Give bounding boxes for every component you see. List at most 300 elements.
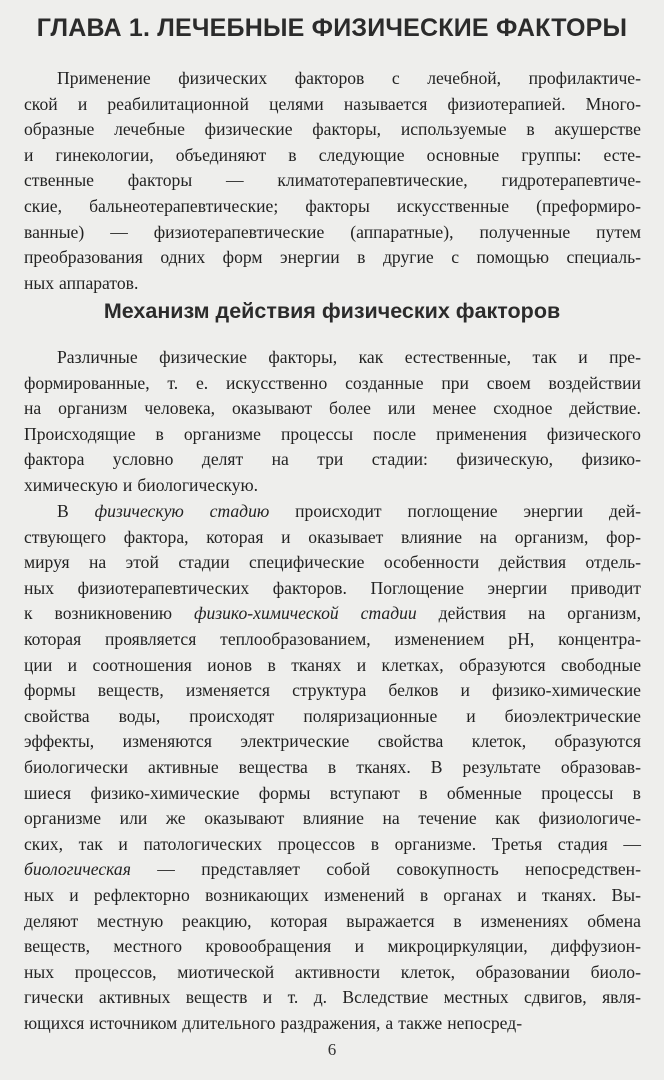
word: в (526, 119, 535, 140)
word: также (398, 1012, 443, 1033)
word: так (78, 833, 103, 854)
word: клеток, (471, 731, 527, 752)
text-line (24, 601, 641, 627)
word: биологическая (24, 859, 131, 880)
text-line (24, 1011, 641, 1037)
word: — (157, 859, 175, 880)
word: а (385, 1012, 394, 1033)
word: в (357, 247, 366, 268)
word: приводит (570, 577, 641, 598)
word: в (288, 144, 297, 165)
word: ственные (24, 170, 94, 191)
word: процессы (541, 782, 614, 803)
word: ных (24, 884, 55, 905)
word: Различные (57, 347, 138, 367)
word: на (479, 526, 497, 547)
word: своем (486, 372, 531, 393)
word: оказывает (308, 526, 384, 547)
word: белков (388, 680, 439, 701)
word: совокупность (396, 859, 499, 880)
word: или (119, 808, 148, 829)
text-line (24, 220, 641, 246)
word: электрические (240, 731, 350, 752)
text-line (24, 806, 641, 832)
word: Много- (585, 93, 641, 114)
word: фор- (606, 526, 641, 547)
word: которая (206, 526, 264, 547)
word: аппаратов. (59, 272, 139, 293)
text-line (24, 576, 641, 602)
word: источником (89, 1012, 178, 1033)
word: факторы, (312, 119, 382, 140)
word: и (354, 936, 365, 957)
word: и (460, 680, 470, 701)
word: более (329, 398, 371, 419)
word: процессов (277, 833, 356, 854)
word: выражается (346, 910, 435, 931)
paragraph-stages (24, 345, 641, 499)
text-line (24, 832, 641, 858)
word: представляет (201, 859, 300, 880)
text-line (24, 168, 641, 194)
word: и (466, 705, 476, 726)
word: ных (24, 577, 55, 598)
word: физических (178, 68, 268, 88)
word: организм, (514, 526, 589, 547)
word: действие. (569, 398, 641, 419)
word: д. (313, 987, 328, 1008)
word: и (517, 884, 527, 905)
word: так (532, 347, 557, 367)
word: местных (443, 987, 509, 1008)
word: клеток, (400, 961, 456, 982)
word: после (373, 423, 417, 444)
word: деляют (24, 910, 79, 931)
text-line (24, 704, 641, 730)
text-line (24, 781, 641, 807)
word: стадии (360, 603, 417, 624)
word: изменяются (122, 731, 212, 752)
word: ции (24, 654, 53, 675)
word: которая (270, 910, 328, 931)
word: кровообращения (205, 936, 332, 957)
word: структура (292, 680, 367, 701)
word: образовании (475, 961, 570, 982)
word: в (327, 756, 337, 777)
word: теплообразованием, (220, 628, 371, 649)
word: собой (326, 859, 371, 880)
word: местного (113, 936, 183, 957)
word: ванные) (24, 221, 85, 242)
word: искусственные (396, 195, 510, 216)
word: при (441, 372, 469, 393)
word: — (225, 170, 244, 191)
word: используемые (400, 119, 507, 140)
word: стадии: (371, 449, 428, 470)
word: ных (24, 961, 55, 982)
word: воздействии (548, 372, 641, 393)
word: ных (24, 272, 55, 293)
word: миотической (177, 961, 275, 982)
word: течение (418, 808, 477, 829)
word: путем (596, 221, 641, 242)
word: вступают (329, 782, 400, 803)
word: на (89, 552, 107, 573)
word: менее (432, 398, 477, 419)
text-line (24, 92, 641, 118)
word: вещества (238, 756, 308, 777)
word: поляризационные (303, 705, 438, 726)
word: формированные, (24, 372, 150, 393)
word: Происходящие (24, 423, 136, 444)
word: результате (462, 756, 541, 777)
word: действия (438, 603, 507, 624)
word: и (281, 526, 291, 547)
word: проявляется (104, 628, 197, 649)
word: действия (498, 552, 567, 573)
word: тканях. (356, 756, 411, 777)
word: факторов. (272, 577, 347, 598)
chapter-title: ГЛАВА 1. ЛЕЧЕБНЫЕ ФИЗИЧЕСКИЕ ФАКТОРЫ (36, 14, 628, 42)
word: концентра- (558, 628, 641, 649)
word: с (391, 68, 400, 88)
word: в (419, 782, 428, 803)
word: преобразования (24, 247, 143, 268)
word: Вы- (611, 884, 641, 905)
page-number: 6 (327, 1040, 337, 1059)
word: формы (258, 782, 311, 803)
word: помощью (476, 247, 550, 268)
word: образовав- (560, 756, 641, 777)
text-line (24, 194, 641, 220)
word: пре- (609, 347, 641, 367)
word: изменениях (480, 910, 569, 931)
text-line (24, 143, 641, 169)
word: шиеся (24, 782, 72, 803)
word: есте- (603, 144, 641, 165)
word: созданные (345, 372, 424, 393)
text-line (24, 934, 641, 960)
word: или (387, 398, 416, 419)
word: которая (24, 628, 82, 649)
word: и (69, 884, 79, 905)
word: патологических (143, 833, 263, 854)
word: и (356, 654, 367, 675)
word: гически (24, 987, 84, 1008)
word: поглощение (407, 501, 498, 521)
word: свойства (24, 705, 90, 726)
word: ских, (24, 833, 63, 854)
text-line (24, 755, 641, 781)
word: факторы (127, 170, 193, 191)
word: лечебные (114, 119, 185, 140)
word: в (267, 654, 276, 675)
word: стадии (178, 552, 230, 573)
word: энергии (280, 247, 340, 268)
text-line (24, 345, 641, 371)
word: бальнеотерапевтические; (89, 195, 279, 216)
word: и (578, 347, 588, 367)
word: происходят (189, 705, 275, 726)
word: полученные (479, 221, 571, 242)
word: гинекологии, (55, 144, 154, 165)
word: особенности (383, 552, 480, 573)
word: микроциркуляции, (387, 936, 528, 957)
word: непосредствен- (525, 859, 641, 880)
text-line (24, 883, 641, 909)
word: искусственно (226, 372, 328, 393)
text-line (24, 960, 641, 986)
word: и (118, 833, 128, 854)
word: физическую (94, 501, 184, 521)
word: возникающих (205, 884, 309, 905)
word: и (24, 144, 34, 165)
word: физико- (581, 449, 641, 470)
word: другие (382, 247, 434, 268)
word: лечебной, (427, 68, 502, 88)
text-line (24, 499, 641, 525)
word: в (419, 884, 429, 905)
word: обменные (446, 782, 522, 803)
word: биоэлектрические (504, 705, 641, 726)
word: органах (443, 884, 502, 905)
word: реакцию, (182, 910, 252, 931)
word: организме (183, 423, 261, 444)
word: (преформиро- (536, 195, 641, 216)
word: ской (24, 93, 58, 114)
text-line (24, 396, 641, 422)
word: непосред- (447, 1012, 523, 1033)
word: в (370, 833, 380, 854)
word: с (451, 247, 459, 268)
word: рН, (508, 628, 535, 649)
word: к (24, 603, 33, 624)
word: фактора (24, 449, 85, 470)
word: сдвигов, (523, 987, 587, 1008)
word: веществ, (97, 680, 164, 701)
word: мируя (24, 552, 70, 573)
word: гидротерапевтиче- (501, 170, 641, 191)
word: соотношения (92, 654, 192, 675)
word: физико-химические (90, 782, 240, 803)
word: диффузион- (551, 936, 641, 957)
word: физиотерапевтических (77, 577, 250, 598)
word: влияние (401, 526, 463, 547)
word: и (67, 654, 78, 675)
word: следующие (318, 144, 405, 165)
word: процессов, (74, 961, 157, 982)
word: реабилитационной (107, 93, 249, 114)
word: сходное (493, 398, 553, 419)
section-title: Механизм действия физических факторов (103, 299, 561, 323)
text-line (24, 857, 641, 883)
word: ющихся (24, 1012, 85, 1033)
word: изменений (324, 884, 405, 905)
word: ионов (207, 654, 253, 675)
word: физические (204, 119, 293, 140)
word: называется (343, 93, 428, 114)
word: и (262, 987, 273, 1008)
word: Вследствие (342, 987, 429, 1008)
word: В (430, 756, 443, 777)
word: образуются (554, 731, 641, 752)
word: Применение (57, 68, 151, 88)
word: изменяется (185, 680, 271, 701)
word: энергии (523, 501, 584, 521)
text-line (24, 245, 641, 271)
text-line (24, 473, 641, 499)
word: в (453, 910, 462, 931)
word: три (317, 449, 344, 470)
word: климатотерапевтические, (277, 170, 468, 191)
word: стадию (209, 501, 270, 521)
word: в (155, 423, 164, 444)
paragraph-physical-stage (24, 499, 641, 1036)
word: т. (287, 987, 299, 1008)
word: на (24, 398, 42, 419)
word: рефлекторно (93, 884, 190, 905)
word: как (495, 808, 520, 829)
word: на (528, 603, 546, 624)
word: акушерстве (554, 119, 641, 140)
word: физическую, (456, 449, 554, 470)
word: профилактиче- (528, 68, 641, 88)
word: стадия (557, 833, 608, 854)
word: веществ (185, 987, 248, 1008)
paragraph-intro (24, 66, 641, 296)
word: оказывают (204, 808, 285, 829)
text-line (24, 985, 641, 1011)
word: ские, (24, 195, 62, 216)
word: обмена (587, 910, 641, 931)
word: тканях. (541, 884, 597, 905)
word: физико-химические (492, 680, 641, 701)
word: влияние (302, 808, 364, 829)
word: биологическую. (137, 474, 259, 495)
word: Третья (491, 833, 543, 854)
word: группы: (521, 144, 582, 165)
word: факторов (294, 68, 365, 88)
text-line (24, 371, 641, 397)
word: дей- (608, 501, 641, 521)
word: е. (195, 372, 209, 393)
word: физиотерапевтические (153, 221, 325, 242)
word: этой (125, 552, 159, 573)
word: местную (97, 910, 164, 931)
word: эффекты, (24, 731, 95, 752)
word: клетках, (381, 654, 444, 675)
word: раздражения, (280, 1012, 381, 1033)
word: явля- (602, 987, 641, 1008)
word: организм (58, 398, 128, 419)
word: ствующего (24, 526, 107, 547)
word: образные (24, 119, 95, 140)
text-line (24, 271, 641, 297)
text-line (24, 909, 641, 935)
word: на (382, 808, 400, 829)
word: применения (436, 423, 527, 444)
word: — (623, 833, 641, 854)
word: оказывают (231, 398, 313, 419)
text-line (24, 678, 641, 704)
word: образуются (459, 654, 546, 675)
word: активных (98, 987, 171, 1008)
word: объединяют (175, 144, 267, 165)
word: химическую (24, 474, 118, 495)
word: процессы (280, 423, 354, 444)
text-line (24, 66, 641, 92)
word: же (165, 808, 186, 829)
word: активные (148, 756, 219, 777)
word: в (632, 782, 641, 803)
word: энергии (487, 577, 548, 598)
word: и (77, 93, 88, 114)
word: активности (294, 961, 381, 982)
text-line (24, 525, 641, 551)
word: происходит (295, 501, 382, 521)
word: фактора, (123, 526, 189, 547)
word: основные (426, 144, 500, 165)
word: свойства (377, 731, 444, 752)
word: веществ, (24, 936, 91, 957)
word: длительного (182, 1012, 276, 1033)
text-line (24, 422, 641, 448)
word: Поглощение (370, 577, 464, 598)
text-line (24, 550, 641, 576)
word: возникновению (54, 603, 173, 624)
word: целями (269, 93, 324, 114)
word: на (271, 449, 289, 470)
word: и (122, 474, 133, 495)
word: отдель- (585, 552, 641, 573)
word: физико-химической (193, 603, 339, 624)
text-line (24, 447, 641, 473)
word: организме. (394, 833, 477, 854)
word: биоло- (590, 961, 641, 982)
word: специаль- (566, 247, 641, 268)
word: — (110, 221, 128, 242)
word: тканях (291, 654, 342, 675)
word: (аппаратные), (350, 221, 454, 242)
word: т. (167, 372, 179, 393)
word: специфические (249, 552, 365, 573)
word: одних (160, 247, 206, 268)
word: воды, (118, 705, 161, 726)
word: естественные, (404, 347, 512, 367)
word: формы (24, 680, 76, 701)
word: как (358, 347, 384, 367)
word: форм (222, 247, 263, 268)
word: физического (546, 423, 641, 444)
word: В (57, 501, 69, 521)
word: физиологиче- (538, 808, 641, 829)
text-line (24, 729, 641, 755)
word: биологически (24, 756, 129, 777)
word: человека, (144, 398, 216, 419)
text-line (24, 627, 641, 653)
text-line (24, 653, 641, 679)
word: изменением (394, 628, 485, 649)
word: факторы, (268, 347, 338, 367)
text-line (24, 117, 641, 143)
word: физические (159, 347, 247, 367)
word: физиотерапией. (447, 93, 566, 114)
word: факторы (305, 195, 370, 216)
word: организм, (567, 603, 641, 624)
word: условно (112, 449, 174, 470)
word: организме (24, 808, 102, 829)
word: делят (201, 449, 244, 470)
